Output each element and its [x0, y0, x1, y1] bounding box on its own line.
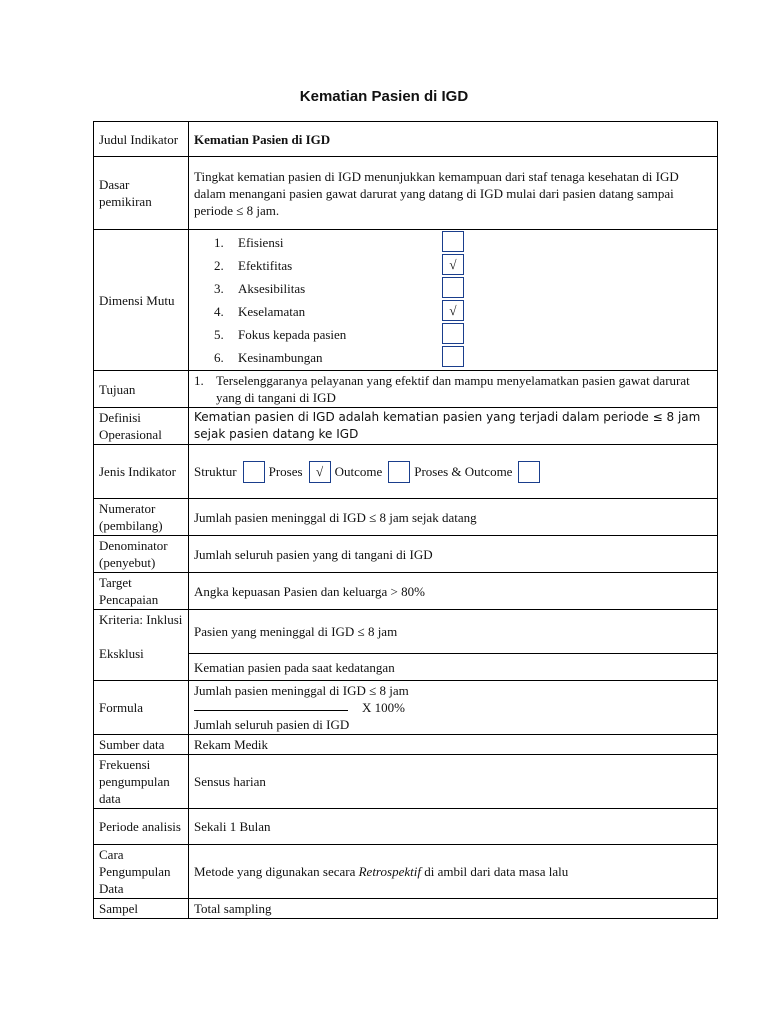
- value-dimensi: [189, 230, 718, 371]
- row-inklusi: [94, 610, 718, 654]
- row-dasar: [94, 157, 718, 230]
- label-numerator: Numerator (pembilang): [94, 499, 189, 536]
- value-formula: Jumlah pasien meninggal di IGD ≤ 8 jam X 100% Jumlah seluruh pasien di IGD: [189, 681, 718, 735]
- row-definisi: [94, 408, 718, 445]
- list-item: 4. Keselamatan √: [214, 300, 712, 323]
- label-denominator: Denominator (penyebut): [94, 536, 189, 573]
- label-frekuensi: Frekuensi pengumpulan data: [94, 755, 189, 809]
- row-judul: [94, 122, 718, 157]
- checkbox: √: [442, 254, 464, 275]
- row-numerator: [94, 499, 718, 536]
- label-sampel: Sampel: [94, 899, 189, 919]
- value-inklusi: Pasien yang meninggal di IGD ≤ 8 jam: [189, 610, 718, 654]
- row-formula: [94, 681, 718, 735]
- checkbox: [442, 346, 464, 367]
- label-formula: Formula: [94, 681, 189, 735]
- label-jenis: Jenis Indikator: [94, 445, 189, 499]
- row-frekuensi: [94, 755, 718, 809]
- checkbox: √: [442, 300, 464, 321]
- label-cara: Cara Pengumpulan Data: [94, 845, 189, 899]
- row-denominator: [94, 536, 718, 573]
- row-periode: [94, 809, 718, 845]
- row-jenis: [94, 445, 718, 499]
- checkbox: [388, 461, 410, 483]
- label-tujuan: Tujuan: [94, 371, 189, 408]
- checkbox: [243, 461, 265, 483]
- row-tujuan: [94, 371, 718, 408]
- checkbox: [442, 277, 464, 298]
- row-sumber: [94, 735, 718, 755]
- page-title: Kematian Pasien di IGD: [299, 88, 469, 105]
- list-item: 2. Efektifitas √: [214, 254, 712, 277]
- label-target: Target Pencapaian: [94, 573, 189, 610]
- row-cara: [94, 845, 718, 899]
- value-tujuan: 1. Terselenggaranya pelayanan yang efektif dan mampu menyelamatkan pasien gawat darurat yang di tangani di IGD: [189, 371, 718, 408]
- list-item: 5. Fokus kepada pasien: [214, 323, 712, 346]
- dimensi-list: [194, 231, 712, 369]
- list-item: 6. Kesinambungan: [214, 346, 712, 369]
- value-sampel: Total sampling: [189, 899, 718, 919]
- checkbox: [518, 461, 540, 483]
- checkbox: √: [309, 461, 331, 483]
- value-dasar: Tingkat kematian pasien di IGD menunjukkan kemampuan dari staf tenaga kesehatan di IGD dalam menangani pasien gawat darurat yang datang di IGD mulai dari pasien datang sampai periode ≤ 8 jam.: [189, 157, 718, 230]
- indicator-table: [93, 121, 718, 919]
- checkbox: [442, 231, 464, 252]
- label-judul: Judul Indikator: [94, 122, 189, 157]
- list-item: 3. Aksesibilitas: [214, 277, 712, 300]
- value-sumber: Rekam Medik: [189, 735, 718, 755]
- list-item: 1. Efisiensi: [214, 231, 712, 254]
- label-dasar: Dasar pemikiran: [94, 157, 189, 230]
- value-target: Angka kepuasan Pasien dan keluarga > 80%: [189, 573, 718, 610]
- value-cara: Metode yang digunakan secara Retrospektif di ambil dari data masa lalu: [189, 845, 718, 899]
- label-kriteria: Kriteria: Inklusi Eksklusi: [94, 610, 189, 681]
- value-frekuensi: Sensus harian: [189, 755, 718, 809]
- value-periode: Sekali 1 Bulan: [189, 809, 718, 845]
- label-definisi: Definisi Operasional: [94, 408, 189, 445]
- value-eksklusi: Kematian pasien pada saat kedatangan: [189, 654, 718, 681]
- value-denominator: Jumlah seluruh pasien yang di tangani di IGD: [189, 536, 718, 573]
- value-definisi: Kematian pasien di IGD adalah kematian pasien yang terjadi dalam periode ≤ 8 jam sejak pasien datang ke IGD: [189, 408, 718, 445]
- row-target: [94, 573, 718, 610]
- label-dimensi: Dimensi Mutu: [94, 230, 189, 371]
- value-judul: Kematian Pasien di IGD: [189, 122, 718, 157]
- value-jenis: Struktur Proses √ Outcome Proses & Outcome: [189, 445, 718, 499]
- label-sumber: Sumber data: [94, 735, 189, 755]
- checkbox: [442, 323, 464, 344]
- row-sampel: [94, 899, 718, 919]
- value-numerator: Jumlah pasien meninggal di IGD ≤ 8 jam sejak datang: [189, 499, 718, 536]
- row-dimensi: [94, 230, 718, 371]
- label-periode: Periode analisis: [94, 809, 189, 845]
